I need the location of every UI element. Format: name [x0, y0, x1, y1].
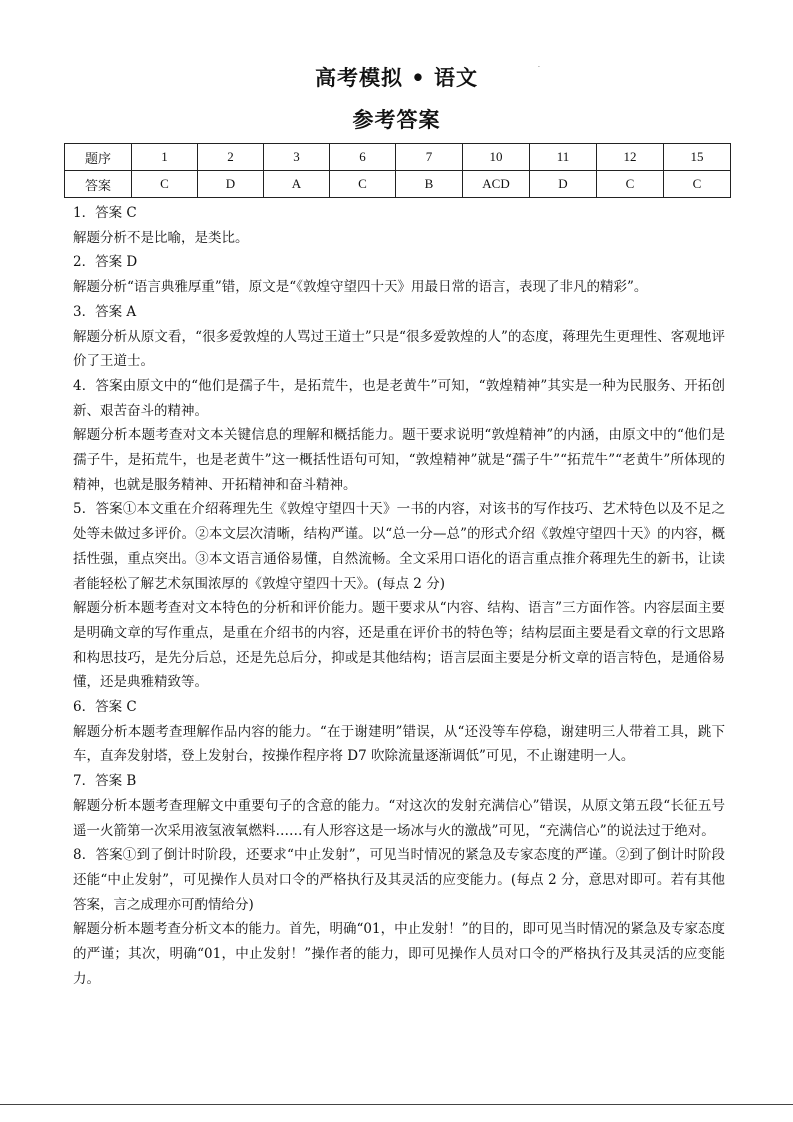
- page-title: 高考模拟 • 语文: [314, 65, 479, 90]
- analysis-paragraph: 解题分析本题考查分析文本的能力。首先，明确“01，中止发射！”的目的，即可见当时情况的紧急及专家态度的严谨；其次，明确“01，中止发射！”操作者的能力，即可见操作人员对口令的严格执行及其灵活的应变能力。: [73, 921, 725, 987]
- table-cell-question: 15: [664, 144, 731, 171]
- table-cell-answer: A: [264, 171, 330, 198]
- table-cell-answer: C: [664, 171, 731, 198]
- analysis-paragraph: 解题分析本题考查理解作品内容的能力。“在于谢建明”错误，从“还没等车停稳，谢建明三人带着工具，跳下车，直奔发射塔，登上发射台，按操作程序将 D7 吹除流量逐渐调低”可见，不止谢建明一人。: [73, 723, 725, 765]
- table-cell-question: 12: [597, 144, 664, 171]
- table-cell-question: 3: [264, 144, 330, 171]
- analysis-paragraph: 解题分析不是比喻，是类比。: [73, 229, 249, 246]
- answer-line: 3．答案 A: [73, 303, 137, 320]
- answer-line: 8．答案①到了倒计时阶段，还要求“中止发射”，可见当时情况的紧急及专家态度的严谨。②到了倒计时阶段还能“中止发射”，可见操作人员对口令的严格执行及其灵活的应变能力。(每点 2 分，意思对即可。若有其他答案，言之成理亦可酌情给分): [73, 847, 725, 913]
- analysis-paragraph: 解题分析本题考查对文本特色的分析和评价能力。题干要求从“内容、结构、语言”三方面作答。内容层面主要是明确文章的写作重点，是重在介绍书的内容，还是重在评价书的特色等；结构层面主要是看文章的行文思路和构思技巧，是先分后总，还是先总后分，抑或是其他结构；语言层面主要是分析文章的语言特色，是通俗易懂，还是典雅精致等。: [73, 600, 725, 691]
- analysis-paragraph: 解题分析从原文看，“很多爱敦煌的人骂过王道士”只是“很多爱敦煌的人”的态度，蒋理先生更理性、客观地评价了王道士。: [73, 328, 725, 370]
- table-cell-answer: C: [330, 171, 396, 198]
- answer-line: 4．答案由原文中的“他们是孺子牛，是拓荒牛，也是老黄牛”可知，“敦煌精神”其实是一种为民服务、开拓创新、艰苦奋斗的精神。: [73, 377, 725, 419]
- table-cell-question: 6: [330, 144, 396, 171]
- table-row-questions: [65, 144, 731, 171]
- page-subtitle: 参考答案: [352, 107, 441, 132]
- table-cell-question: 10: [463, 144, 530, 171]
- answer-line: 1．答案 C: [73, 205, 137, 221]
- row-label-answers: 答案: [65, 171, 132, 198]
- bottom-divider: [0, 1104, 793, 1105]
- table-cell-question: 7: [396, 144, 463, 171]
- row-label-questions: 题序: [65, 144, 132, 171]
- analysis-paragraph: 解题分析本题考查对文本关键信息的理解和概括能力。题干要求说明“敦煌精神”的内涵，由原文中的“他们是孺子牛，是拓荒牛，也是老黄牛”这一概括性语句可知，“敦煌精神”就是“孺子牛”“拓荒牛”“老黄牛”所体现的精神，也就是服务精神、开拓精神和奋斗精神。: [73, 427, 725, 493]
- table-cell-answer: D: [198, 171, 264, 198]
- table-row-answers: [65, 171, 731, 198]
- answer-line: 2．答案 D: [73, 254, 138, 271]
- table-cell-question: 11: [530, 144, 597, 171]
- stray-mark: .: [538, 62, 540, 69]
- table-cell-answer: ACD: [463, 171, 530, 198]
- answer-line: 5．答案①本文重在介绍蒋理先生《敦煌守望四十天》一书的内容，对该书的写作技巧、艺术特色以及不足之处等未做过多评价。②本文层次清晰，结构严谨。以“总一分—总”的形式介绍《敦煌守望四十天》的内容，概括性强，重点突出。③本文语言通俗易懂，自然流畅。全文采用口语化的语言重点推介蒋理先生的新书，让读者能轻松了解艺术氛围浓厚的《敦煌守望四十天》。(每点 2 分): [73, 501, 725, 592]
- answer-line: 6．答案 C: [73, 699, 137, 716]
- table-cell-question: 1: [132, 144, 198, 171]
- table-cell-answer: C: [597, 171, 664, 198]
- answer-table: [64, 143, 731, 198]
- table-cell-question: 2: [198, 144, 264, 171]
- table-cell-answer: C: [132, 171, 198, 198]
- table-cell-answer: D: [530, 171, 597, 198]
- table-cell-answer: B: [396, 171, 463, 198]
- analysis-paragraph: 解题分析本题考查理解文中重要句子的含意的能力。“对这次的发射充满信心”错误，从原文第五段“长征五号遥一火箭第一次采用液氢液氧燃料……有人形容这是一场冰与火的激战”可见，“充满信心”的说法过于绝对。: [73, 797, 725, 839]
- answer-line: 7．答案 B: [73, 773, 137, 790]
- answer-explanations: [73, 201, 725, 992]
- analysis-paragraph: 解题分析“语言典雅厚重”错，原文是“《敦煌守望四十天》用最日常的语言，表现了非凡的精彩”。: [73, 279, 648, 296]
